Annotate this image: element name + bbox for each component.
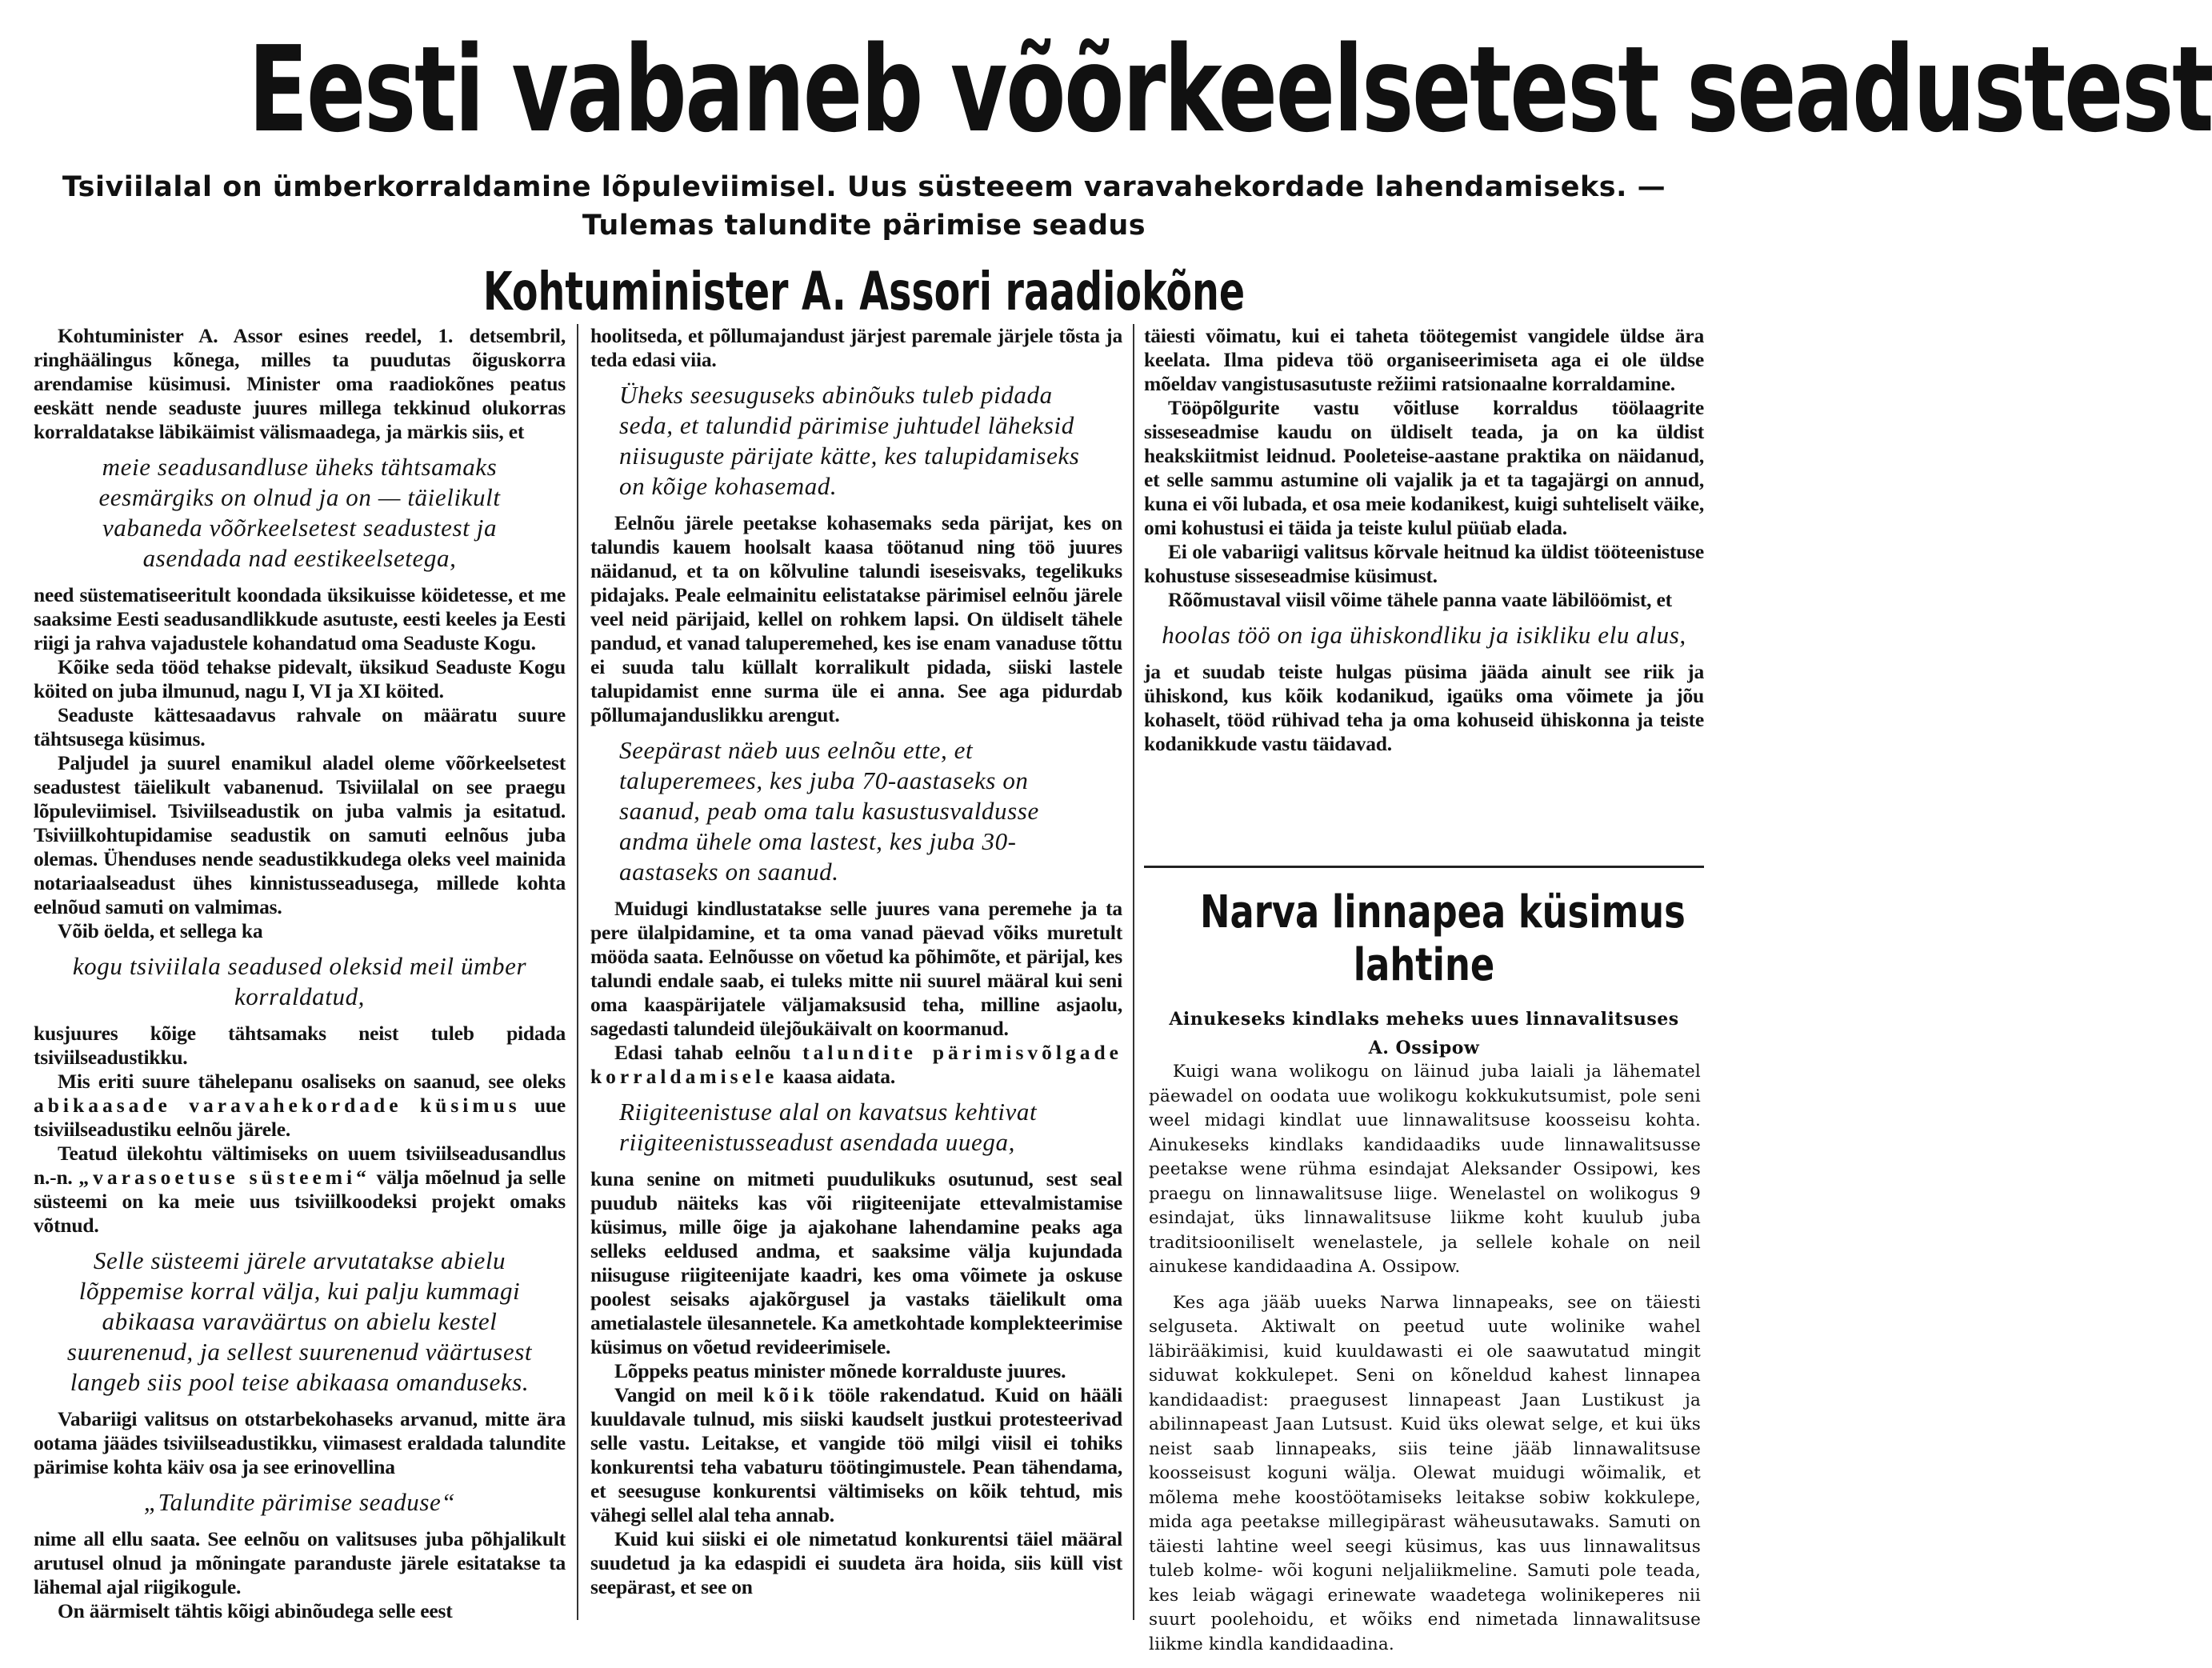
- emphasis-spaced: abikaasade varavahekordade küsimus: [34, 1094, 521, 1117]
- text-run: kaasa aidata.: [782, 1065, 896, 1088]
- paragraph: Kõike seda tööd tehakse pidevalt, üksikud Seaduste Kogu köited on juba ilmunud, nagu I, VI ja XI köited.: [34, 655, 566, 702]
- highlight-quote: Seepärast näeb uus eelnõu ette, et taluperemees, kes juba 70-aastaseks on saanud, peab oma talu kasustusvaldusse andma ühele oma lastest, kes juba 30-aastaseks on saanud.: [619, 736, 1039, 886]
- text-run: Mis eriti suure tähelepanu osaliseks on saanud, see oleks: [58, 1070, 566, 1093]
- article-column-2: [590, 324, 1122, 1599]
- column-divider: [1133, 324, 1134, 1620]
- paragraph: Võib öelda, et sellega ka: [58, 919, 263, 942]
- text-run: uue tsiviilseadustiku eelnõu järele.: [34, 1094, 566, 1141]
- emphasis-spaced: kõik: [763, 1383, 818, 1406]
- narva-article-body: [1149, 1060, 1701, 1668]
- highlight-quote: „Talundite pärimise seaduse“: [143, 1488, 456, 1516]
- paragraph: [590, 1383, 1122, 1527]
- paragraph: [34, 1070, 566, 1142]
- highlight-quote: Riigiteenistuse alal on kavatsus kehtivat riigiteenistusseadust asendada uuega,: [619, 1098, 1038, 1156]
- paragraph: Paljudel ja suurel enamikul aladel oleme võõrkeelsetest seadustest täielikult vabanenud. Tsiviilalal on see praegu lõpuleviimisel. Tsiviilseadustik on juba valmis ja esitatud. Tsiviilkohtupidamise seadustik on samuti eelnõus juba olemas. Ühenduses nende seadustikkudega oleks veel mainida notariaalseadust ühes kinnistusseadusega, millede kohta eelnõud samuti on valmimas.: [34, 751, 566, 918]
- article-column-3: [1144, 324, 1704, 756]
- emphasis-spaced: „varasoetuse süsteemi“: [78, 1166, 370, 1189]
- paragraph: nime all ellu saata. See eelnõu on valitsuses juba põhjalikult arutusel olnud ja mõningate paranduste järele esitatakse ta lähemal ajal riigikogule.: [34, 1527, 566, 1598]
- paragraph: täiesti võimatu, kui ei taheta töötegemist vangidele üldse ära keelata. Ilma pideva töö organiseerimiseta aga ei ole üldse mõeldav vangistusasutuste režiimi ratsionaalne korraldamine.: [1144, 324, 1704, 395]
- kicker-title: Kohtuminister A. Assori raadiokõne: [482, 261, 1246, 322]
- text-run: välja mõelnud ja selle süsteemi on ka meie uus tsiviilkoodeksi projekt omaks võtnud.: [34, 1166, 566, 1237]
- paragraph: Lõppeks peatus minister mõnede korralduste juures.: [614, 1359, 1066, 1382]
- paragraph: [590, 1041, 1122, 1089]
- paragraph: Rõõmustaval viisil võime tähele panna vaate läbilöömist, et: [1168, 588, 1672, 611]
- section-divider: [1144, 866, 1704, 868]
- text-run: Teatud ülekohtu vältimiseks on uuem tsiviilseadusandlus n.-n.: [34, 1142, 566, 1189]
- narva-article-subtitle: [1144, 1005, 1704, 1062]
- paragraph: Vabariigi valitsus on otstarbekohaseks arvanud, mitte ära ootama jäädes tsiviilseadustikku, viimasest eraldada talundite pärimise kohta käiv osa ja see erinovellina: [34, 1407, 566, 1478]
- highlight-quote: hoolas töö on iga ühiskondliku ja isikliku elu alus,: [1162, 621, 1686, 649]
- paragraph: Kohtuminister A. Assor esines reedel, 1. detsembril, ringhäälingus kõnega, milles ta puudutas õiguskorra arendamise küsimusi. Minister oma raadiokõnes peatus eeskätt nende seaduste juures millega tekkinud olukorras korraldatakse läbikäimist välismaadega, ja märkis siis, et: [34, 324, 566, 443]
- paragraph: Kes aga jääb uueks Narwa linnapeaks, see on täiesti selguseta. Aktiwalt on peetud uute wolinike wahel läbirääkimisi, kuid kuuldawasti ei ole saawutatud mingit siduwat kokkulepet. Seni on kõneldud kahest linnapea kandidaadist: praegusest linnapeast Jaan Lustikust ja abilinnapeast Jaan Lutsust. Kuid üks olewat selge, et kui üks neist saab linnapeaks, siis teine jääb linnawalitsuse koosseisust koguni wälja. Olewat muidugi wõimalik, et mõlema mehe koostöötamiseks leitakse sobiw kokkulepe, mida aga peetakse millegipärast wäheusutawaks. Samuti on täiesti lahtine weel seegi küsimus, kas uus linnawalitsus tuleb kolme- wõi koguni neljaliikmeline. Samuti pole teada, kes leiab wägagi erinewate waadetega wolinikeperes nii suurt poolehoidu, et wõiks end nimetada linnawalitsuse liikme kindla kandidaadina.: [1149, 1292, 1701, 1654]
- paragraph: Kuigi wana wolikogu on läinud juba laiali ja lähematel päewadel on oodata uue wolikogu kokkukutsumist, pole seni weel midagi kindlat uue linnawalitsuse koosseisu kohta. Ainukeseks kindlaks kandidaadiks uude linnawalitsusse peetakse wene rühma esindajat Aleksander Ossipowi, kes praegu on linnawalitsuse liige. Wenelastel on wolikogus 9 esindajat, üks linnawalitsuse liikme koht kuulub juba traditsiooniliselt wenelastele, ja sellele kohale on neil ainukese kandidaadina A. Ossipow.: [1149, 1062, 1701, 1277]
- paragraph: hoolitseda, et põllumajandust järjest paremale järjele tõsta ja teda edasi viia.: [590, 324, 1122, 371]
- highlight-quote: Selle süsteemi järele arvutatakse abielu lõppemise korral välja, kui palju kummagi abikaasa varaväärtus on abielu kestel suurenenud, ja sellest suurenenud väärtusest langeb siis pool teise abikaasa omanduseks.: [66, 1246, 533, 1396]
- paragraph: Kuid kui siiski ei ole nimetatud konkurentsi täiel määral suudetud ja ka edaspidi ei suudeta ära hoida, siis küll vist seepärast, et see on: [590, 1527, 1122, 1598]
- subheadline: [24, 168, 1704, 245]
- paragraph: Muidugi kindlustatakse selle juures vana peremehe ja ta pere ülalpidamine, et ta oma vanad päevad võiks muretult mööda saata. Eelnõusse on võetud ka põhimõte, et pärijal, kes talundi endale saab, ei tuleks mitte nii suurel määral kui seni oma kaaspärijatele väljamaksusid teha, milline asjaolu, sagedasti talundeid ülejõukäivalt on koormanud.: [590, 897, 1122, 1040]
- paragraph: kusjuures kõige tähtsamaks neist tuleb pidada tsiviilseadustikku.: [34, 1022, 566, 1069]
- paragraph: kuna senine on mitmeti puudulikuks osutunud, sest seal puudub näiteks kas või riigiteenijate ettevalmistamise küsimus, mille õige ja ajakohane lahendamine peaks aga selleks eeldused andma, et saaksime välja kujundada niisuguse riigiteenijate kaadri, kes oma võimete ja oskuse poolest seisaks ajakõrgusel ja vastaks täielikult oma ametialastele ülesannetele. Ka ametkohtade komplekteerimise küsimus on võetud revideerimisele.: [590, 1167, 1122, 1358]
- narva-subtitle-line-1: Ainukeseks kindlaks meheks uues linnavalitsuses: [1169, 1009, 1679, 1030]
- paragraph: ja et suudab teiste hulgas püsima jääda ainult see riik ja ühiskond, kus kõik kodanikud, igaüks oma võimete ja jõu kohaselt, tööd rühivad teha ja oma kohuseid ühiskonna ja teiste kodanikkude vastu täidavad.: [1144, 660, 1704, 755]
- headline: Eesti vabaneb võõrkeelsetest seadustest: [248, 21, 2212, 158]
- highlight-quote: kogu tsiviilala seadused oleksid meil ümber korraldatud,: [72, 952, 527, 1010]
- paragraph: Seaduste kättesaadavus rahvale on määratu suure tähtsusega küsimus.: [34, 703, 566, 750]
- narva-title-line-1: Narva linnapea küsimus: [1200, 886, 1686, 938]
- text-run: Vangid on meil: [614, 1383, 754, 1406]
- text-run: tööle rakendatud. Kuid on hääli kuuldavale tulnud, mis siiski kaudselt justkui protesteerivad selle vastu. Leitakse, et vangide töö milgi viisil ei tohiks konkurentsi teha vabaturu töötingimustele. Pean tähendama, et seesuguse konkurentsi vältimiseks on kõik tehtud, mis vähegi sellel alal teha annab.: [590, 1383, 1122, 1526]
- paragraph: Tööpõlgurite vastu võitluse korraldus töölaagrite sisseseadmise kaudu on üldiselt teada, ja on ka üldist heakskiitmist leidnud. Pooleteise-aastane praktika on näidanud, et selle sammu astumine oli vajalik ja et ta tagajärgi on annud, kuna ei või lubada, et osa meie kodanikest, kuigi suhteliselt väike, omi kohustusi ei täida ja teiste kulul püüab elada.: [1144, 396, 1704, 539]
- paragraph: Ei ole vabariigi valitsus kõrvale heitnud ka üldist tööteenistuse kohustuse sisseseadmise küsimust.: [1144, 540, 1704, 587]
- text-run: Edasi tahab eelnõu: [614, 1041, 791, 1064]
- narva-article-title: [1200, 886, 1686, 992]
- highlight-quote: meie seadusandluse üheks tähtsamaks eesmärgiks on olnud ja on — täielikult vabaneda võõrkeelsetest seadustest ja asendada nad eestikeelsetega,: [98, 453, 501, 572]
- subheadline-line-1: Tsiviilalal on ümberkorraldamine lõpuleviimisel. Uus süsteeem varavahekordade lahendamiseks. —: [62, 171, 1666, 203]
- narva-title-line-2: lahtine: [1353, 939, 1495, 991]
- paragraph: Eelnõu järele peetakse kohasemaks seda pärijat, kes on talundis kauem hoolsalt kaasa töötanud ning töö juures näidanud, et ta on kõlvuline talundi iseseisvaks, tegelikuks pidajaks. Peale eelmainitu eelistatakse pärimisel eelnõu järele veel neid pärijaid, kellel on rohkem lapsi. On üldiselt tähele pandud, et vanad taluperemehed, kes ise enam vanaduse tõttu ei suuda talu küllalt korralikult pidada, siiski lastele talupidamist enne surma üle ei anna. See aga pidurdab põllumajanduslikku arengut.: [590, 511, 1122, 726]
- paragraph: On äärmiselt tähtis kõigi abinõudega selle eest: [58, 1599, 453, 1622]
- narva-subtitle-line-2: A. Ossipow: [1368, 1038, 1480, 1058]
- subheadline-line-2: Tulemas talundite pärimise seadus: [582, 210, 1146, 242]
- paragraph: need süstematiseeritult koondada üksikuisse köidetesse, et me saaksime Eesti seadusandlikkude asutuste, eesti keeles ja Eesti riigi ja rahva vajadustele kohandatud oma Seaduste Kogu.: [34, 583, 566, 654]
- highlight-quote: Üheks seesuguseks abinõuks tuleb pidada seda, et talundid pärimise juhtudel läheksid niisuguste pärijate kätte, kes talupidamiseks on kõige kohasemad.: [619, 381, 1080, 500]
- article-column-1: [34, 324, 566, 1623]
- paragraph: [34, 1142, 566, 1238]
- column-divider: [577, 324, 578, 1620]
- emphasis-spaced: talundite pärimisvõlgade korraldamisele: [590, 1041, 1122, 1088]
